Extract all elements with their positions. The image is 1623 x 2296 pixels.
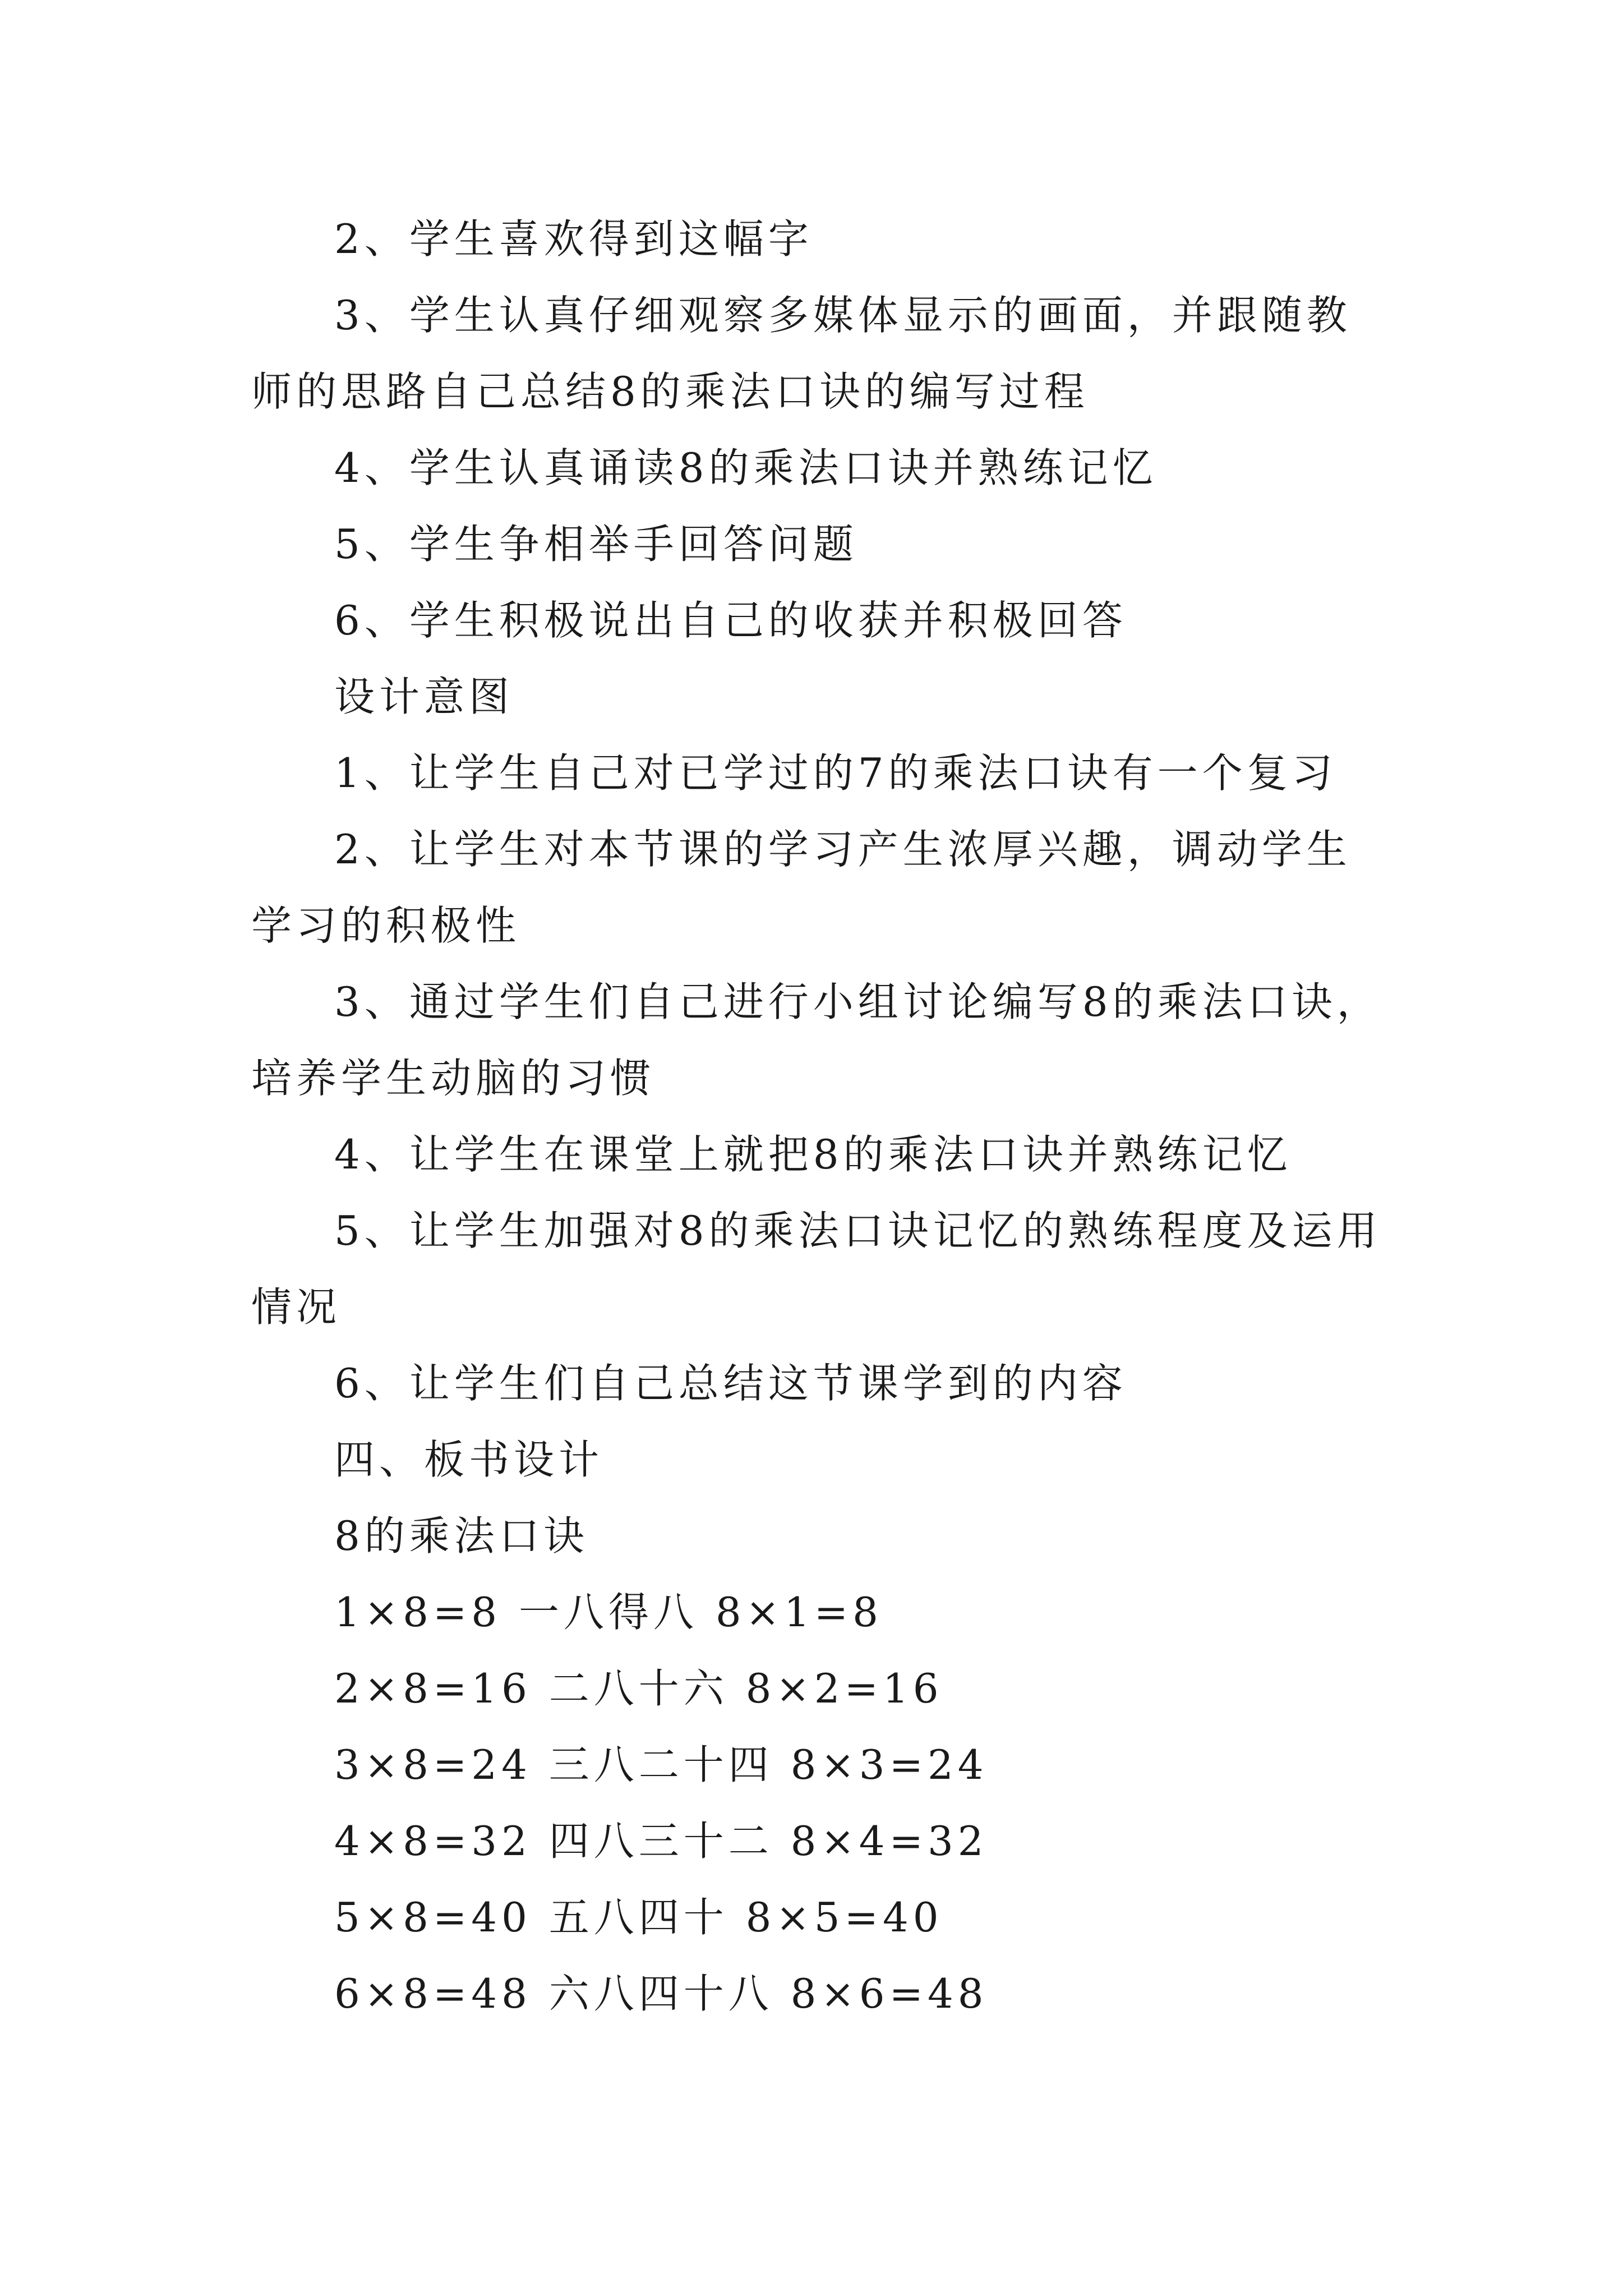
section-heading: 四、板书设计	[334, 1436, 604, 1483]
paragraph: 4、学生认真诵读8的乘法口诀并熟练记忆	[334, 444, 1158, 491]
paragraph: 5、学生争相举手回答问题	[334, 521, 858, 568]
paragraph: 6、让学生们自己总结这节课学到的内容	[334, 1360, 1127, 1407]
paragraph: 6、学生积极说出自己的收获并积极回答	[334, 597, 1127, 644]
multiplication-row: 6×8=48 六八四十八 8×6=48	[334, 1970, 988, 2017]
multiplication-row: 3×8=24 三八二十四 8×3=24	[334, 1741, 988, 1788]
paragraph: 2、让学生对本节课的学习产生浓厚兴趣，调动学生学习的积极性	[251, 826, 1352, 949]
paragraph: 1、让学生自己对已学过的7的乘法口诀有一个复习	[334, 749, 1337, 797]
paragraph: 3、学生认真仔细观察多媒体显示的画面，并跟随教师的思路自己总结8的乘法口诀的编写过程	[251, 292, 1352, 415]
multiplication-row: 2×8=16 二八十六 8×2=16	[334, 1665, 943, 1712]
multiplication-row: 1×8=8 一八得八 8×1=8	[334, 1589, 883, 1636]
section-heading: 设计意图	[334, 673, 514, 720]
paragraph: 5、让学生加强对8的乘法口诀记忆的熟练程度及运用情况	[251, 1207, 1382, 1331]
paragraph: 4、让学生在课堂上就把8的乘法口诀并熟练记忆	[334, 1131, 1292, 1178]
board-title: 8的乘法口诀	[334, 1512, 589, 1559]
paragraph: 2、学生喜欢得到这幅字	[334, 215, 813, 263]
multiplication-row: 4×8=32 四八三十二 8×4=32	[334, 1818, 988, 1865]
paragraph: 3、通过学生们自己进行小组讨论编写8的乘法口诀，培养学生动脑的习惯	[251, 978, 1382, 1102]
document-body	[251, 201, 1383, 2032]
multiplication-row: 5×8=40 五八四十 8×5=40	[334, 1894, 943, 1941]
